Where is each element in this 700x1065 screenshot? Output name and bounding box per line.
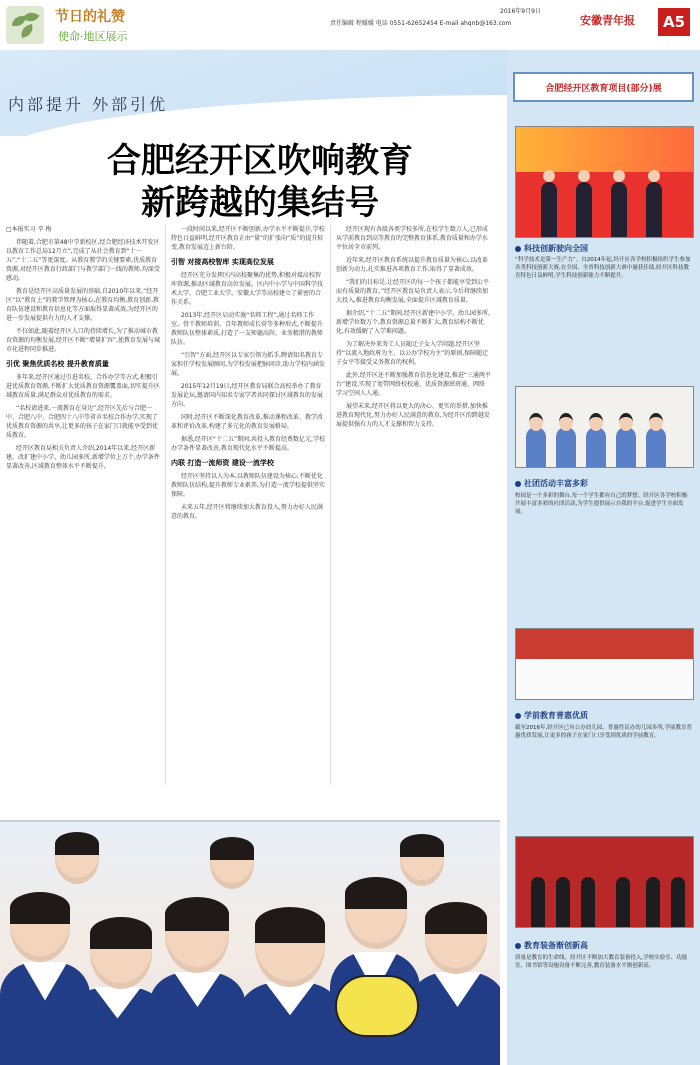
sidebar-header: 合肥经开区教育项目(部分)展: [513, 72, 694, 102]
kindergarten-photo: [515, 628, 694, 700]
paragraph: “我们的目标是,让经开区的每一个孩子都能享受到公平而有质量的教育。”经开区教育局负责人表示,今后将继续加大投入,推进教育均衡发展,全面提升区域教育质量。: [336, 279, 490, 304]
bullet-icon: [515, 246, 521, 252]
page-number-badge: A5: [658, 8, 690, 36]
leaf-logo-icon: [6, 6, 44, 44]
subheading: 引优 聚焦优质名校 提升教育质量: [6, 360, 109, 368]
byline: □本报实习 辛 梅: [6, 226, 52, 233]
article-kicker: 内部提升 外部引优: [8, 95, 169, 114]
headline-line-1: 合肥经开区吹响教育: [107, 141, 413, 181]
students-robotics-photo: [515, 386, 694, 468]
paragraph: 未来五年,经开区将继续加大教育投入,努力办好人民满意的教育。: [171, 504, 323, 520]
article-column-2: [171, 225, 326, 525]
paragraph: 不仅如此,随着经开区人口的持续增长,为了推动城市教育资源的均衡发展,经开区不断“增量扩容”,使教育发展与城市化进程同步推进。: [6, 328, 161, 353]
paragraph: 据介绍,“十二五”期间,经开区新建中小学、幼儿园多所,新增学位数万个,教育资源总量不断扩大,教育结构不断优化,有效缓解了入学难问题。: [336, 310, 490, 335]
sidebar-heading: 教育装备渐创新高: [515, 940, 588, 951]
sidebar-heading: 学前教育普惠优质: [515, 710, 588, 721]
paragraph: 为了解决外来务工人员随迁子女入学问题,经开区坚持“以流入地政府为主、以公办学校为主”的原则,保障随迁子女平等接受义务教育的权利。: [336, 341, 489, 366]
section-subtitle: 使命·地区展示: [58, 30, 128, 43]
paragraph: 近年来,经开区教育系统以提升教育质量为核心,以改革创新为动力,扎实推进各项教育工作,取得了显著成效。: [336, 257, 488, 273]
column-divider: [330, 225, 331, 785]
article-body: [6, 225, 496, 815]
paragraph: 多年来,经开区通过引进名校、合作办学等方式,积极引进优质教育资源,不断扩大优质教育资源覆盖面,切实提升区域教育质量,满足群众对优质教育的需求。: [6, 374, 160, 399]
paragraph: 经开区坚持以人为本,以教师队伍建设为核心,不断优化教师队伍结构,提升教师专业素养,为打造一流学校提供坚实保障。: [171, 473, 325, 498]
paragraph: 2015年12月19日,经开区教育局联合高校举办了教育发展论坛,邀请国内知名专家学者共同探讨区域教育的发展方向。: [171, 383, 323, 408]
students-photo: [0, 820, 500, 1065]
paragraph: 据悉,经开区“十二五”期间,共投入教育经费数亿元,学校办学条件显著改善,教育现代化水平不断提高。: [171, 436, 325, 452]
article-column-1: [6, 225, 161, 475]
paragraph: 2013年,经开区启动实施“名师工程”,通过名师工作室、骨干教师培训、青年教师成长营等多种形式,不断提升教师队伍整体素质,打造了一支师德高尚、业务精湛的教师队伍。: [171, 312, 323, 346]
paragraph: 此外,经开区还不断加强教育信息化建设,推进“三通两平台”建设,实现了宽带网络校校通、优质资源班班通、网络学习空间人人通。: [336, 372, 491, 397]
bullet-icon: [515, 943, 521, 949]
smiley-sign-icon: [335, 975, 419, 1037]
sidebar-heading: 社团活动丰富多彩: [515, 478, 588, 489]
education-equipment-photo: [515, 836, 694, 928]
award-ceremony-photo: [515, 126, 694, 238]
bullet-icon: [515, 713, 521, 719]
paper-name: 安徽青年报: [580, 14, 635, 27]
paragraph: 展望未来,经开区将以更大的决心、更实的举措,加快推进教育现代化,努力办好人民满意的教育,为经开区的跨越发展提供强有力的人才支撑和智力支持。: [336, 403, 490, 428]
subheading: 内联 打造一流师资 建设一流学校: [171, 459, 274, 467]
section-title: 节日的礼赞: [55, 9, 125, 25]
paragraph: 经开区现有各级各类学校多所,在校学生数万人,已形成从学前教育到高等教育的完整教育体系,教育质量和办学水平位居全市前列。: [336, 226, 488, 251]
sidebar-text: “科学技术是第一生产力”。自2014年起,经开区各学校积极组织学生参加各类科技创新大赛,在全国、全省科技创新大赛中屡获佳绩,经开区科技教育特色日益鲜明,学生科技创新能力不断提升。: [515, 257, 691, 279]
page-header: [0, 0, 700, 51]
paragraph: “引智”方面,经开区以专家引领为抓手,聘请知名教育专家担任学校发展顾问,为学校发展把脉问诊,助力学校内涵发展。: [171, 352, 325, 377]
paragraph: 经开区充分发挥区内高校聚集的优势,积极对接高校智库资源,推动区域教育高位发展。区内中小学与中国科学技术大学、合肥工业大学、安徽大学等高校建立了紧密的合作关系。: [171, 272, 323, 306]
sidebar-text: 校园是一个多彩的舞台,每一个学生都有自己的梦想。经开区各学校积极开展丰富多彩的社团活动,为学生提供展示自我的平台,促进学生全面发展。: [515, 493, 688, 515]
paragraph: 同时,经开区不断深化教育改革,推动课程改革、教学改革和评价改革,构建了多元化的教育发展格局。: [171, 414, 323, 430]
bullet-icon: [515, 481, 521, 487]
paragraph: 经开区教育局相关负责人介绍,2014年以来,经开区新建、改扩建中小学、幼儿园多所,新增学位上万个,办学条件显著改善,区域教育整体水平不断提升。: [6, 445, 160, 470]
paragraph: “名校请进来,一流教育在身边”,经开区先后与合肥一中、合肥八中、合肥四十八中等省市名校合作办学,实现了优质教育资源的共享,让更多的孩子在家门口就能享受到优质教育。: [6, 405, 158, 439]
issue-date: 2016年9月9日: [500, 8, 541, 15]
sidebar-text: 质量是教育的生命线。经开区不断加大教育装备投入,学校实验室、功能室、图书馆等设施设备不断完善,教育装备水平渐创新高。: [515, 955, 688, 969]
headline-line-2: 新跨越的集结号: [141, 183, 379, 223]
sidebar-text: 截至2016年,经开区已有公办幼儿园、普惠性民办幼儿园多所,学前教育普惠优质发展,让更多的孩子在家门口享受到优质的学前教育。: [515, 725, 692, 739]
article-column-3: [336, 225, 491, 433]
subheading: 引智 对接高校智库 实现高位发展: [171, 258, 274, 266]
sidebar-heading: 科技创新驶向全国: [515, 243, 588, 254]
column-divider: [165, 225, 166, 785]
paragraph: 一段时间以来,经开区不断创新,办学水平不断提升,学校特色日益鲜明,经开区教育正由“量”的扩张向“质”的提升转变,教育发展迈上新台阶。: [171, 226, 325, 251]
paragraph: 伴随着,合肥市第48中学新校区,经合肥经济技术开发区以教育工作总局12月立”,完成了从社会教育到“十一五”,“十二五”等更深度。从教育教学的关键要素,优质教育资源,对经开区教育行政部门与教学部门一线的教师,均深受感动。: [6, 239, 160, 282]
editor-info: 责任编辑 程媛媛 电话 0551-62652454 E-mail ahqnb@163.com: [330, 20, 512, 27]
article-headline: [30, 140, 490, 224]
paragraph: 教育是经开区高质量发展的基础,自2010年以来,“经开区”以“教育上”的教学管理为核心,在教育均衡,教育创新,教育队伍建设和教育信息化等方面取得显著成效,为经开区的进一步发展提供有力的人才支撑。: [6, 288, 160, 322]
